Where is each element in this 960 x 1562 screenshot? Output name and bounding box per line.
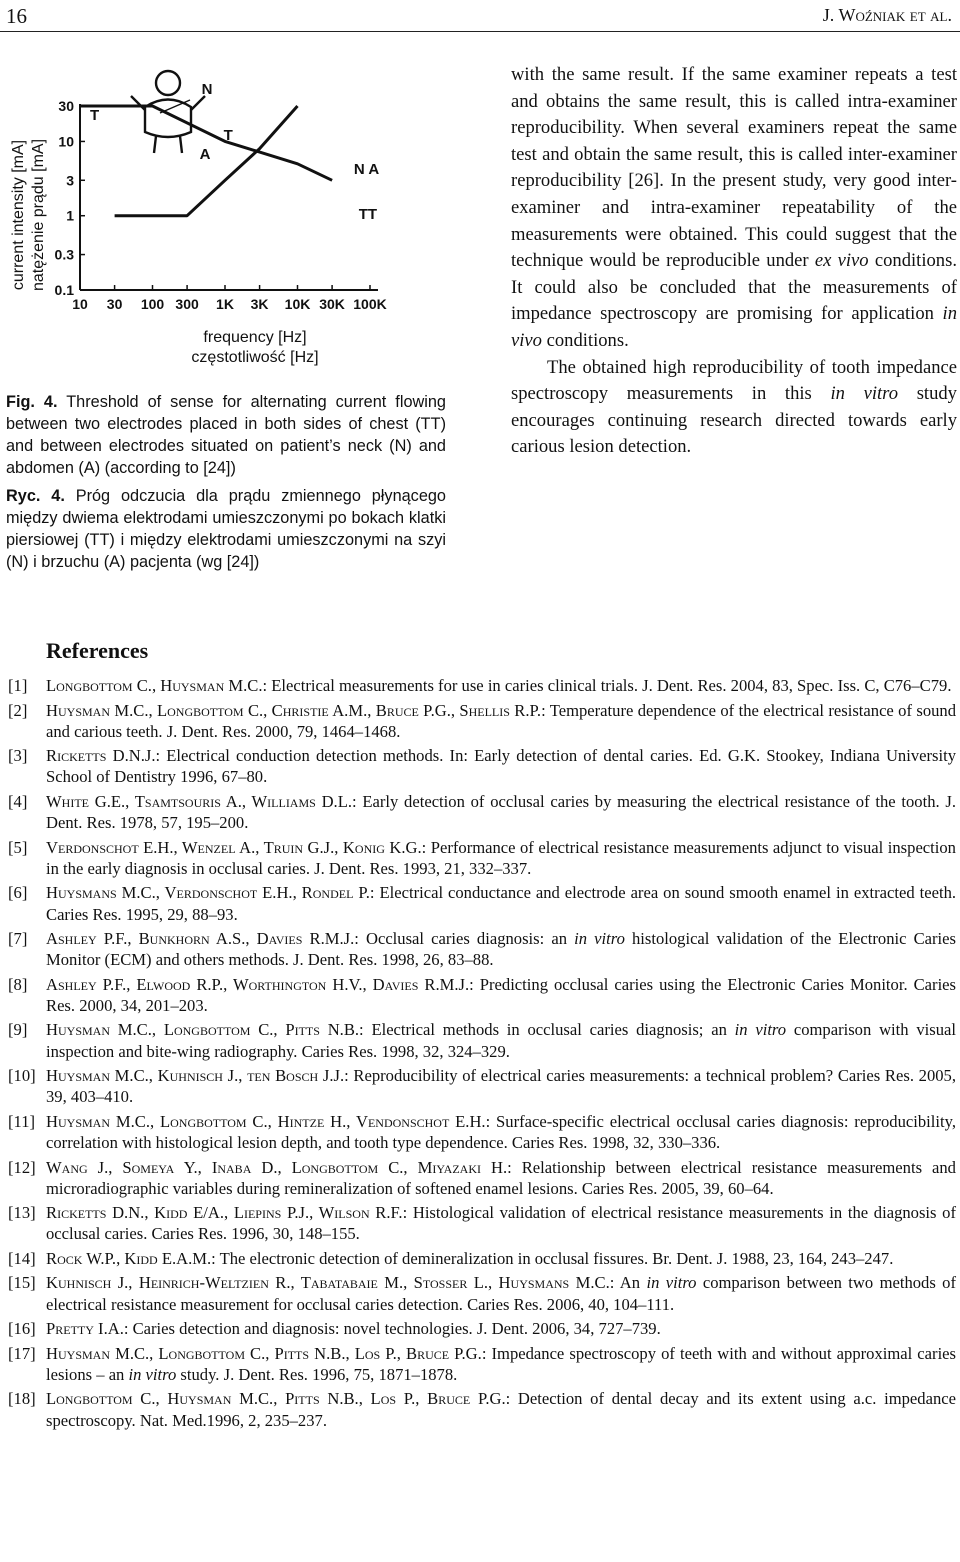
reference-text-part: comparison with visual inspection and bite-wing radiography. Caries Res. 1998, 32, 324–329.	[46, 1020, 956, 1061]
reference-text	[46, 700, 956, 742]
reference-authors: Pretty I.A.	[46, 1319, 124, 1339]
reference-text-part: : Electrical methods in occlusal caries diagnosis; an	[359, 1020, 735, 1040]
reference-text	[46, 974, 956, 1016]
reference-italic: in vitro	[646, 1273, 697, 1293]
caption-text-en: Threshold of sense for alternating current flowing between two electrodes placed in both sides of chest (TT) and between electrodes situated on patient’s neck (N) and abdomen (A) (according to [24])	[6, 393, 446, 477]
reference-text-part: : Electrical measurements for use in caries clinical trials. J. Dent. Res. 2004, 83, Spec. Iss. C, C76–C79.	[262, 676, 952, 695]
reference-text-part: : Reproducibility of electrical caries measurements: a technical problem? Caries Res. 2005, 39, 403–410.	[46, 1066, 956, 1107]
reference-number: [3]	[8, 746, 28, 766]
reference-number: [12]	[8, 1157, 36, 1177]
body-text: conditions. It could also be concluded that the measurements of impedance spectroscopy are promising for application	[511, 250, 957, 325]
reference-text-part: : Caries detection and diagnosis: novel technologies. J. Dent. 2006, 34, 727–739.	[123, 1319, 661, 1339]
page-header	[0, 0, 960, 34]
reference-text	[46, 1318, 956, 1339]
reference-text-part: : Temperature dependence of the electrical resistance of sound and carious teeth. J. Dent. Res. 2000, 79, 1464–1468.	[46, 700, 957, 741]
reference-number: [1]	[8, 676, 28, 695]
x-tick-label: 30K	[319, 296, 345, 312]
reference-authors: Huysman M.C., Longbottom C., Christie A.M., Bruce P.G., Shellis R.P.	[46, 700, 542, 720]
reference-number: [18]	[8, 1389, 36, 1409]
reference-number: [5]	[8, 837, 28, 857]
y-tick-label: 0.3	[54, 246, 74, 263]
reference-item	[8, 928, 956, 970]
reference-item	[8, 974, 956, 1016]
y-tick-label: 30	[58, 98, 74, 114]
chart-annotation: T	[223, 127, 233, 144]
body-paragraph-1	[511, 62, 957, 355]
reference-text-part: : Detection of dental decay and its extent using a.c. impedance spectroscopy. Nat. Med.1996, 2, 235–237.	[46, 1389, 956, 1430]
reference-authors: Wang J., Someya Y., Inaba D., Longbottom C., Miyazaki H.	[46, 1157, 508, 1177]
reference-text-part: : Impedance spectroscopy of teeth with and without approximal caries lesions – an	[46, 1343, 956, 1384]
reference-text	[46, 791, 956, 833]
chart-annotation: N A	[353, 161, 380, 178]
reference-item	[8, 1019, 956, 1061]
reference-item	[8, 1065, 956, 1107]
reference-item	[8, 1111, 956, 1153]
reference-text-part: : Relationship between electrical resistance measurements and microradiographic variables during remineralization of softened enamel lesions. Caries Res. 2005, 39, 60–64.	[46, 1157, 956, 1198]
body-text: The obtained high reproducibility of tooth impedance spectroscopy measurements in this	[511, 356, 957, 405]
reference-item	[8, 1202, 956, 1244]
y-tick-label: 0.1	[54, 282, 74, 298]
figure-4	[0, 50, 480, 380]
x-tick-label: 1K	[216, 296, 234, 312]
reference-item	[8, 1318, 956, 1339]
page-number: 16	[6, 4, 27, 28]
x-tick-label: 30	[106, 296, 123, 312]
y-axis-label-pl: natężenie prądu [mA]	[30, 138, 47, 292]
reference-authors: Longbottom C., Huysman M.C.	[46, 676, 263, 695]
x-axis-label-pl: częstotliwość [Hz]	[191, 349, 319, 366]
reference-number: [13]	[8, 1203, 36, 1223]
x-tick-label: 300	[175, 296, 199, 312]
reference-text	[46, 1248, 956, 1269]
reference-text-part: : Electrical conductance and electrode area on sound smooth enamel in extracted teeth. Caries Res. 1995, 29, 88–93.	[46, 883, 957, 924]
reference-text	[46, 675, 956, 696]
reference-number: [10]	[8, 1066, 36, 1086]
reference-italic: in vitro	[128, 1364, 177, 1384]
reference-italic: in vitro	[574, 929, 625, 949]
reference-text-part: : Performance of electrical resistance measurements adjunct to visual inspection in the early diagnosis in occlusal caries. J. Dent. Res. 1993, 21, 332–337.	[46, 837, 956, 878]
reference-number: [15]	[8, 1273, 36, 1293]
reference-item	[8, 791, 956, 833]
reference-number: [16]	[8, 1319, 36, 1339]
y-tick-label: 3	[66, 172, 74, 189]
header-rule	[0, 31, 960, 32]
chart-annotation: T	[90, 107, 100, 124]
reference-text	[46, 745, 956, 787]
body-text: study encourages continuing research directed towards early carious lesion detection.	[511, 383, 957, 458]
running-authors: J. Woźniak et al.	[822, 5, 952, 25]
body-paragraph-2	[511, 355, 957, 461]
x-tick-label: 100K	[353, 296, 387, 312]
x-tick-label: 100	[140, 296, 165, 312]
reference-item	[8, 882, 956, 924]
reference-item	[8, 1343, 956, 1385]
x-tick-label: 10	[72, 296, 88, 312]
x-axis-label-en: frequency [Hz]	[203, 329, 307, 346]
reference-authors: Huysman M.C., Longbottom C., Pitts N.B.	[46, 1020, 360, 1040]
series-line-na	[80, 106, 332, 180]
y-tick-label: 10	[58, 133, 74, 150]
reference-text-part: : An	[609, 1273, 647, 1293]
reference-text	[46, 928, 956, 970]
reference-item	[8, 675, 956, 696]
italic-term: in vivo	[511, 303, 957, 351]
reference-text	[46, 1019, 956, 1061]
reference-item	[8, 700, 956, 742]
x-tick-label: 3K	[250, 296, 269, 312]
reference-authors: Kuhnisch J., Heinrich-Weltzien R., Tabatabaie M., Stosser L., Huysmans M.C.	[46, 1273, 610, 1293]
reference-number: [7]	[8, 929, 28, 949]
reference-item	[8, 1248, 956, 1269]
reference-item	[8, 837, 956, 879]
reference-text-part: : Predicting occlusal caries using the Electronic Caries Monitor. Caries Res. 2000, 34, 201–203.	[46, 974, 956, 1015]
reference-text	[46, 882, 956, 924]
y-tick-label: 1	[66, 207, 74, 224]
reference-text	[46, 1065, 956, 1107]
reference-authors: Ashley P.F., Elwood R.P., Worthington H.V., Davies R.M.J.	[46, 974, 470, 994]
figure-caption-pl	[6, 485, 446, 573]
reference-authors: Verdonschot E.H., Wenzel A., Truin G.J., Konig K.G.	[46, 837, 422, 857]
reference-number: [14]	[8, 1248, 36, 1268]
chart-annotation: TT	[358, 206, 378, 223]
reference-number: [8]	[8, 974, 28, 994]
italic-term: ex vivo	[814, 250, 869, 272]
references-list	[8, 675, 956, 1434]
reference-authors: Ricketts D.N.J.	[46, 746, 156, 766]
reference-item	[8, 745, 956, 787]
reference-authors: Rock W.P., Kidd E.A.M.	[46, 1248, 212, 1268]
body-text: conditions.	[541, 329, 629, 351]
reference-authors: Ashley P.F., Bunkhorn A.S., Davies R.M.J.	[46, 929, 355, 949]
reference-number: [9]	[8, 1020, 28, 1040]
reference-number: [17]	[8, 1343, 36, 1363]
reference-text	[46, 1111, 956, 1153]
reference-text-part: histological validation of the Electronic Caries Monitor (ECM) and others methods. J. Dent. Res. 1998, 26, 83–88.	[46, 929, 956, 970]
reference-authors: Longbottom C., Huysman M.C., Pitts N.B., Los P., Bruce P.G.	[46, 1389, 506, 1409]
caption-label-en: Fig. 4.	[6, 393, 58, 411]
x-tick-label: 10K	[284, 296, 311, 312]
reference-number: [6]	[8, 883, 28, 903]
reference-text	[46, 1157, 956, 1199]
reference-authors: Huysman M.C., Longbottom C., Pitts N.B., Los P., Bruce P.G.	[46, 1343, 482, 1363]
y-axis-label-en: current intensity [mA]	[10, 139, 27, 291]
reference-item	[8, 1388, 956, 1430]
chart-annotation: N	[201, 81, 213, 98]
body-text: with the same result. If the same examiner repeats a test and obtains the same result, this is called intra-examiner reproducibility. When several examiners repeat the same test and obtain the same result, this is called inter-examiner reproducibility [26]. In the present study, very good inter-examiner and intra-examiner repeatability of the measurements were obtained. This could suggest that the technique would be reproducible under	[511, 64, 957, 272]
reference-authors: Huysman M.C., Kuhnisch J., ten Bosch J.J.	[46, 1066, 345, 1086]
reference-authors: Huysmans M.C., Verdonschot E.H., Rondel P.	[46, 883, 370, 903]
reference-text-part: : Early detection of occlusal caries by measuring the electrical resistance of the tooth. J. Dent. Res. 1978, 57, 195–200.	[46, 791, 956, 833]
x-axis-label	[130, 328, 380, 368]
italic-term: in vitro	[830, 383, 899, 405]
reference-item	[8, 1157, 956, 1199]
body-text-column	[511, 62, 957, 461]
reference-number: [11]	[8, 1111, 36, 1131]
reference-text	[46, 1343, 956, 1385]
reference-text	[46, 1388, 956, 1430]
reference-item	[8, 1272, 956, 1314]
reference-text-part: : The electronic detection of demineralization in occlusal fissures. Br. Dent. J. 1988, 23, 164, 243–247.	[211, 1248, 894, 1268]
reference-number: [4]	[8, 791, 28, 811]
reference-text-part: : Surface-specific electrical occlusal caries diagnosis: reproducibility, correlation with histological lesion depth, and tooth type dependence. Caries Res. 1998, 32, 330–336.	[46, 1111, 956, 1153]
reference-text	[46, 1202, 956, 1244]
reference-authors: White G.E., Tsamtsouris A., Williams D.L.	[46, 791, 352, 811]
reference-italic: in vitro	[734, 1020, 787, 1040]
chart-annotation: A	[199, 146, 211, 163]
reference-authors: Ricketts D.N., Kidd E/A., Liepins P.J., Wilson R.F.	[46, 1203, 403, 1223]
reference-text-part: : Electrical conduction detection methods. In: Early detection of dental caries. Ed. G.K. Stookey, Indiana University School of Dentistry 1996, 67–80.	[46, 746, 956, 787]
reference-text	[46, 837, 956, 879]
reference-number: [2]	[8, 700, 28, 720]
references-heading: References	[46, 638, 149, 663]
figure-caption-en	[6, 391, 446, 479]
reference-text-part: : Occlusal caries diagnosis: an	[354, 929, 575, 949]
reference-text-part: comparison between two methods of electrical resistance measurement for occlusal caries detection. Caries Res. 2006, 40, 104–111.	[46, 1273, 957, 1314]
caption-label-pl: Ryc. 4.	[6, 487, 65, 505]
reference-text-part: study. J. Dent. Res. 1996, 75, 1871–1878.	[176, 1364, 458, 1384]
threshold-chart	[0, 50, 480, 325]
caption-text-pl: Próg odczucia dla prądu zmiennego płynącego między dwiema elektrodami umieszczonymi po bokach klatki piersiowej (TT) i między elektrodami umieszczonymi na szyi (N) i brzuchu (A) pacjenta (wg [24])	[6, 487, 446, 571]
reference-authors: Huysman M.C., Longbottom C., Hintze H., Vendonschot E.H.	[46, 1111, 486, 1131]
reference-text	[46, 1272, 956, 1314]
reference-text-part: : Histological validation of electrical resistance measurements in the diagnosis of occlusal caries. Caries Res. 1996, 30, 148–155.	[46, 1203, 956, 1244]
